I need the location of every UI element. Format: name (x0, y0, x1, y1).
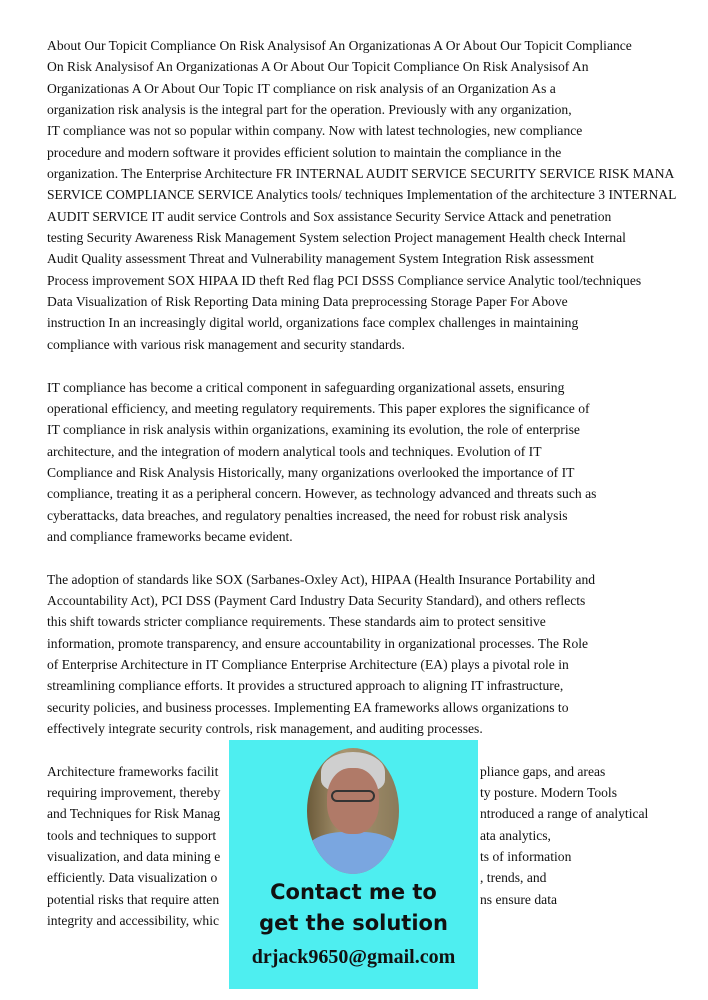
text-line: organization risk analysis is the integral part for the operation. Previously with any organization, (47, 102, 572, 118)
text-line: About Our Topicit Compliance On Risk Analysisof An Organizationas A Or About Our Topicit Compliance (47, 38, 632, 53)
text-fragment-right: , trends, and (480, 870, 547, 886)
text-line: AUDIT SERVICE IT audit service Controls and Sox assistance Security Service Attack and penetration (47, 208, 612, 224)
text-fragment-right: ts of information (480, 849, 572, 865)
text-fragment-left: potential risks that require atten (47, 891, 220, 907)
text-line: of Enterprise Architecture in IT Compliance Enterprise Architecture (EA) plays a pivotal role in (47, 656, 569, 672)
text-line: SERVICE COMPLIANCE SERVICE Analytics tools/ techniques Implementation of the architecture 3 INTERNAL (47, 187, 677, 203)
text-line: effectively integrate security controls, risk management, and auditing processes. (47, 721, 483, 736)
text-line: information, promote transparency, and ensure accountability in organizational processes. The Role (47, 635, 589, 651)
text-line: Audit Quality assessment Threat and Vulnerability management System Integration Risk assessment (47, 251, 594, 267)
text-fragment-right: pliance gaps, and areas (480, 763, 606, 779)
text-fragment-right: ntroduced a range of analytical (480, 806, 649, 822)
text-fragment-right: ty posture. Modern Tools (480, 785, 617, 801)
text-line: compliance, treating it as a peripheral concern. However, as technology advanced and threats such as (47, 486, 597, 502)
text-line: this shift towards stricter compliance requirements. These standards aim to protect sensitive (47, 614, 546, 630)
contact-email[interactable]: drjack9650@gmail.com (251, 946, 456, 968)
text-line: testing Security Awareness Risk Management System selection Project management Health check Internal (47, 230, 626, 246)
text-fragment-left: efficiently. Data visualization o (47, 870, 218, 886)
author-photo (307, 748, 399, 874)
text-line: instruction In an increasingly digital world, organizations face complex challenges in maintaining (47, 315, 579, 331)
text-fragment-left: Architecture frameworks facilit (47, 763, 219, 779)
text-fragment-left: integrity and accessibility, whic (47, 913, 220, 929)
text-fragment-left: tools and techniques to support (47, 827, 217, 843)
text-line: and compliance frameworks became evident. (47, 528, 293, 544)
text-line: cyberattacks, data breaches, and regulatory penalties increased, the need for robust risk analysis (47, 507, 568, 523)
contact-line-1: Contact me to (270, 880, 437, 904)
text-fragment-left: requiring improvement, thereby (47, 785, 221, 801)
text-line: streamlining compliance efforts. It provides a structured approach to aligning IT infrastructure, (47, 678, 564, 694)
text-line: Accountability Act), PCI DSS (Payment Card Industry Data Security Standard), and others reflects (47, 592, 586, 608)
text-fragment-right: ns ensure data (480, 891, 558, 907)
text-line: Data Visualization of Risk Reporting Data mining Data preprocessing Storage Paper For Above (47, 294, 568, 310)
text-line: Compliance and Risk Analysis Historically, many organizations overlooked the importance of IT (47, 464, 575, 480)
text-line: security policies, and business processes. Implementing EA frameworks allows organizations to (47, 699, 569, 715)
text-line: On Risk Analysisof An Organizationas A Or About Our Topicit Compliance On Risk Analysisof An (47, 59, 589, 75)
text-line: compliance with various risk management and security standards. (47, 336, 405, 352)
text-line: organization. The Enterprise Architecture FR INTERNAL AUDIT SERVICE SECURITY SERVICE RISK MANA (47, 166, 675, 182)
text-line: operational efficiency, and meeting regulatory requirements. This paper explores the significance of (47, 400, 590, 416)
text-fragment-left: and Techniques for Risk Manag (47, 806, 221, 822)
contact-banner[interactable] (229, 740, 478, 989)
text-line: procedure and modern software it provides efficient solution to maintain the compliance in the (47, 144, 562, 160)
text-line: architecture, and the integration of modern analytical tools and techniques. Evolution of IT (47, 443, 542, 459)
text-fragment-left: visualization, and data mining e (47, 849, 221, 865)
text-fragment-right: ata analytics, (480, 827, 551, 843)
text-line: Organizationas A Or About Our Topic IT compliance on risk analysis of an Organization As a (47, 80, 556, 96)
text-line: IT compliance has become a critical component in safeguarding organizational assets, ensuring (47, 379, 565, 395)
text-line: Process improvement SOX HIPAA ID theft Red flag PCI DSSS Compliance service Analytic tool/techniques (47, 272, 642, 288)
text-line: IT compliance in risk analysis within organizations, examining its evolution, the role of enterprise (47, 422, 580, 438)
contact-line-2: get the solution (259, 911, 448, 935)
text-line: IT compliance was not so popular within company. Now with latest technologies, new compliance (47, 123, 583, 139)
text-line: The adoption of standards like SOX (Sarbanes-Oxley Act), HIPAA (Health Insurance Portability and (47, 571, 596, 587)
